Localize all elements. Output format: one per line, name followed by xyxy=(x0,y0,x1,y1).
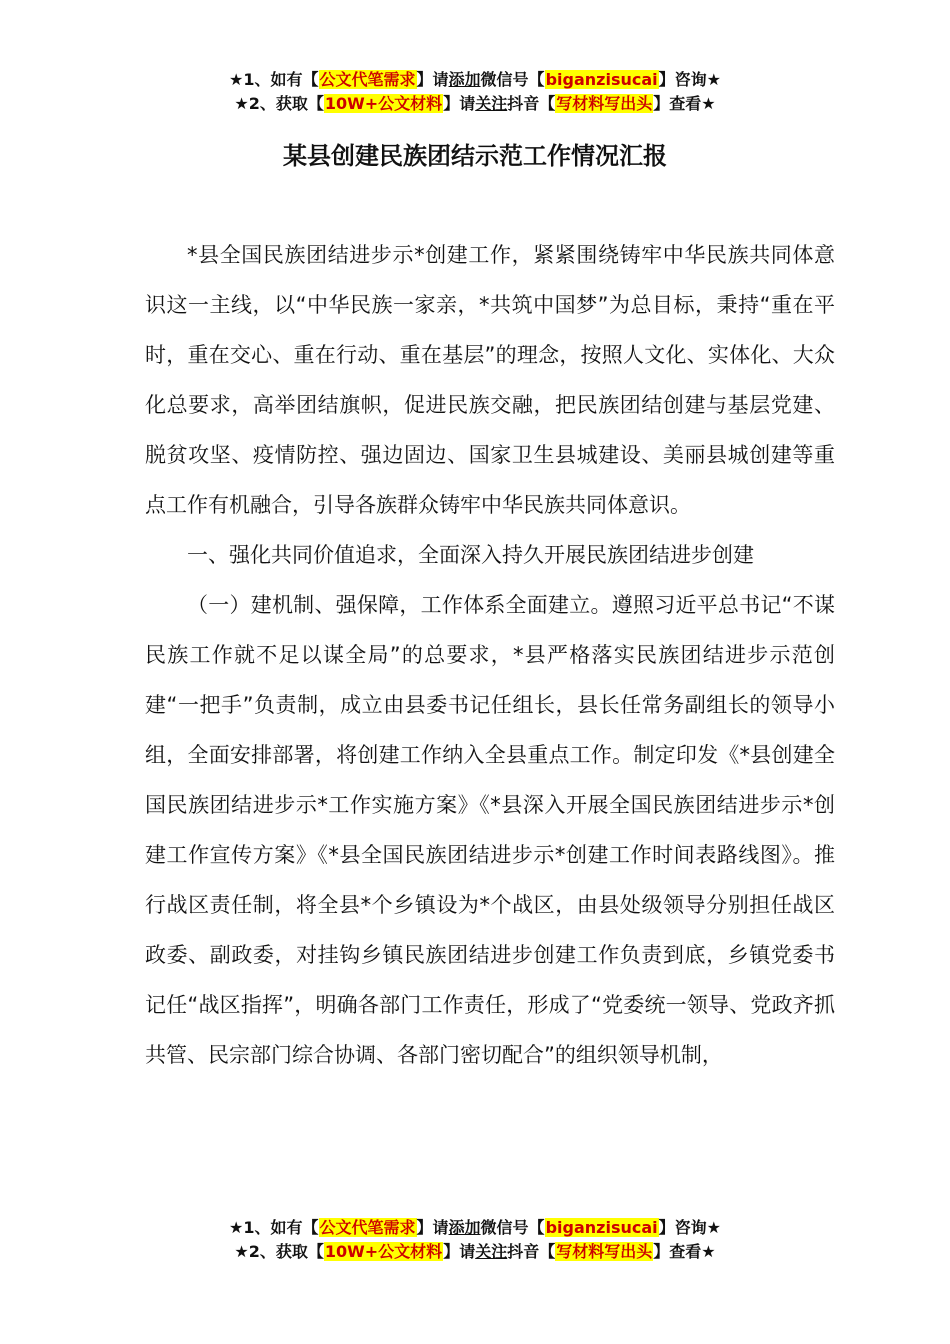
banner-line-2 xyxy=(0,92,950,116)
highlighted-text: 写材料写出头 xyxy=(556,1242,653,1261)
body-paragraph: （一）建机制、强保障，工作体系全面建立。遵照习近平总书记“不谋民族工作就不足以谋全局”的总要求，*县严格落实民族团结进步示范创建“一把手”负责制，成立由县委书记任组长，县长任常务副组长的领导小组，全面安排部署，将创建工作纳入全县重点工作。制定印发《*县创建全国民族团结进步示*工作实施方案》《*县深入开展全国民族团结进步示*创建工作宣传方案》《*县全国民族团结进步示*创建工作时间表路线图》。推行战区责任制，将全县*个乡镇设为*个战区，由县处级领导分别担任战区政委、副政委，对挂钩乡镇民族团结进步创建工作负责到底，乡镇党委书记任“战区指挥”，明确各部门工作责任，形成了“党委统一领导、党政齐抓共管、民宗部门综合协调、各部门密切配合”的组织领导机制， xyxy=(145,593,835,1067)
banner-text: ★1、如有【 xyxy=(229,70,319,89)
banner-text: 】查看★ xyxy=(653,94,716,113)
highlighted-text: 公文代笔需求 xyxy=(319,70,416,89)
banner-text: ★2、获取【 xyxy=(234,94,324,113)
banner-text: 】咨询★ xyxy=(658,1218,721,1237)
highlighted-text: biganzisucai xyxy=(545,1218,658,1237)
banner-text: 】请 xyxy=(443,1242,476,1261)
banner-text: 微信号【 xyxy=(480,70,545,89)
header-banner xyxy=(0,68,950,116)
banner-text: 】咨询★ xyxy=(658,70,721,89)
banner-text: 抖音【 xyxy=(507,94,556,113)
highlighted-text: biganzisucai xyxy=(545,70,658,89)
banner-text: 微信号【 xyxy=(480,1218,545,1237)
highlighted-text: 10W+公文材料 xyxy=(324,94,443,113)
banner-text: 】请 xyxy=(416,1218,449,1237)
footer-banner xyxy=(0,1216,950,1264)
banner-text: 抖音【 xyxy=(507,1242,556,1261)
underlined-text: 关注 xyxy=(475,1242,508,1261)
banner-text: 】请 xyxy=(416,70,449,89)
highlighted-text: 公文代笔需求 xyxy=(319,1218,416,1237)
banner-text: 】查看★ xyxy=(653,1242,716,1261)
document-body xyxy=(145,230,835,1080)
section-heading: 一、强化共同价值追求，全面深入持久开展民族团结进步创建 xyxy=(187,543,754,567)
underlined-text: 关注 xyxy=(475,94,508,113)
banner-text: 】请 xyxy=(443,94,476,113)
banner-line-1 xyxy=(0,1216,950,1240)
underlined-text: 添加 xyxy=(448,70,481,89)
banner-line-1 xyxy=(0,68,950,92)
highlighted-text: 10W+公文材料 xyxy=(324,1242,443,1261)
banner-text: ★1、如有【 xyxy=(229,1218,319,1237)
highlighted-text: 写材料写出头 xyxy=(556,94,653,113)
document-title: 某县创建民族团结示范工作情况汇报 xyxy=(283,142,667,170)
body-paragraph: *县全国民族团结进步示*创建工作，紧紧围绕铸牢中华民族共同体意识这一主线，以“中华民族一家亲，*共筑中国梦”为总目标，秉持“重在平时，重在交心、重在行动、重在基层”的理念，按照人文化、实体化、大众化总要求，高举团结旗帜，促进民族交融，把民族团结创建与基层党建、脱贫攻坚、疫情防控、强边固边、国家卫生县城建设、美丽县城创建等重点工作有机融合，引导各族群众铸牢中华民族共同体意识。 xyxy=(145,243,835,517)
banner-line-2 xyxy=(0,1240,950,1264)
underlined-text: 添加 xyxy=(448,1218,481,1237)
banner-text: ★2、获取【 xyxy=(234,1242,324,1261)
